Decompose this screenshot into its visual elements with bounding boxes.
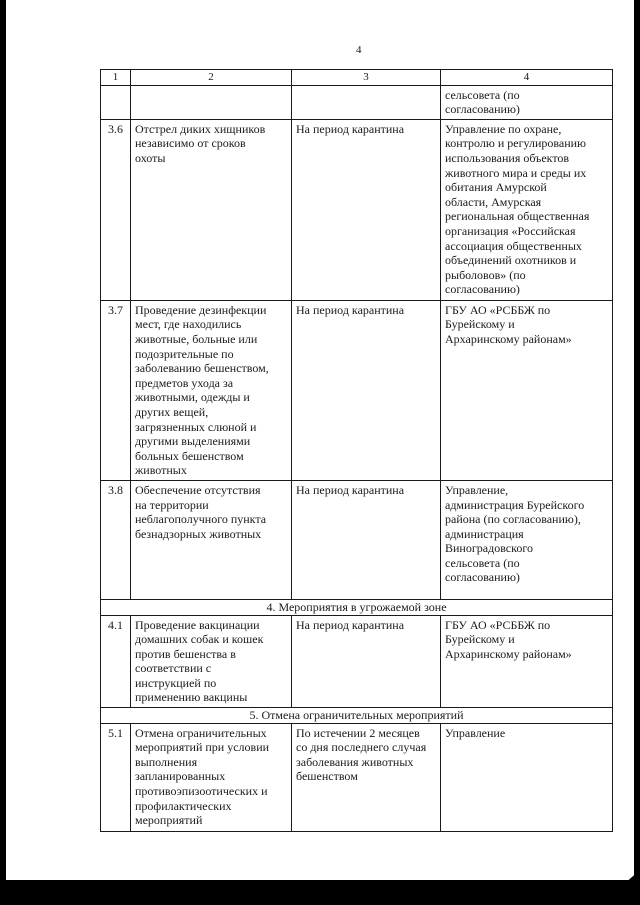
column-number: 4	[441, 70, 613, 86]
row-number: 3.8	[101, 480, 131, 599]
column-number: 3	[292, 70, 441, 86]
table-row	[101, 300, 613, 480]
action-cell: Проведение дезинфекции мест, где находились животные, больные или подозрительные по заболеванию бешенством, предметов ухода за животными, одежды и других вещей, загрязненных слюной и другими выделениями больных бешенством животных	[131, 300, 292, 480]
table-row	[101, 480, 613, 599]
period-cell: На период карантина	[292, 119, 441, 300]
responsible-cell: ГБУ АО «РСББЖ по Бурейскому и Архаринскому районам»	[441, 615, 613, 708]
action-cell: Отмена ограничительных мероприятий при условии выполнения запланированных противоэпизоотических и профилактических мероприятий	[131, 723, 292, 831]
continuation-row	[101, 85, 613, 119]
responsible-cell: ГБУ АО «РСББЖ по Бурейскому и Архаринскому районам»	[441, 300, 613, 480]
section-title: 4. Мероприятия в угрожаемой зоне	[101, 599, 613, 615]
action-cell	[131, 85, 292, 119]
row-number: 4.1	[101, 615, 131, 708]
table-row	[101, 119, 613, 300]
responsible-cell: Управление	[441, 723, 613, 831]
row-number: 3.7	[101, 300, 131, 480]
table-row	[101, 723, 613, 831]
column-number-row	[101, 70, 613, 86]
action-cell: Отстрел диких хищников независимо от сроков охоты	[131, 119, 292, 300]
period-cell: По истечении 2 месяцев со дня последнего случая заболевания животных бешенством	[292, 723, 441, 831]
section-title: 5. Отмена ограничительных мероприятий	[101, 708, 613, 724]
section-heading-row	[101, 708, 613, 724]
row-number-cell	[101, 85, 131, 119]
period-cell: На период карантина	[292, 480, 441, 599]
page-number: 4	[356, 44, 362, 56]
responsible-cell: Управление, администрация Бурейского района (по согласованию), администрация Виноградовского сельсовета (по согласованию)	[441, 480, 613, 599]
period-cell	[292, 85, 441, 119]
responsible-cell: Управление по охране, контролю и регулированию использования объектов животного мира и среды их обитания Амурской области, Амурская региональная общественная организация «Российская ассоциация общественных объединений охотников и рыболовов» (по согласованию)	[441, 119, 613, 300]
measures-table	[100, 69, 613, 832]
responsible-cell: сельсовета (по согласованию)	[441, 85, 613, 119]
period-cell: На период карантина	[292, 615, 441, 708]
action-cell: Проведение вакцинации домашних собак и кошек против бешенства в соответствии с инструкцией по применению вакцины	[131, 615, 292, 708]
period-cell: На период карантина	[292, 300, 441, 480]
section-heading-row	[101, 599, 613, 615]
row-number: 3.6	[101, 119, 131, 300]
row-number: 5.1	[101, 723, 131, 831]
table-row	[101, 615, 613, 708]
column-number: 2	[131, 70, 292, 86]
column-number: 1	[101, 70, 131, 86]
action-cell: Обеспечение отсутствия на территории неблагополучного пункта безнадзорных животных	[131, 480, 292, 599]
